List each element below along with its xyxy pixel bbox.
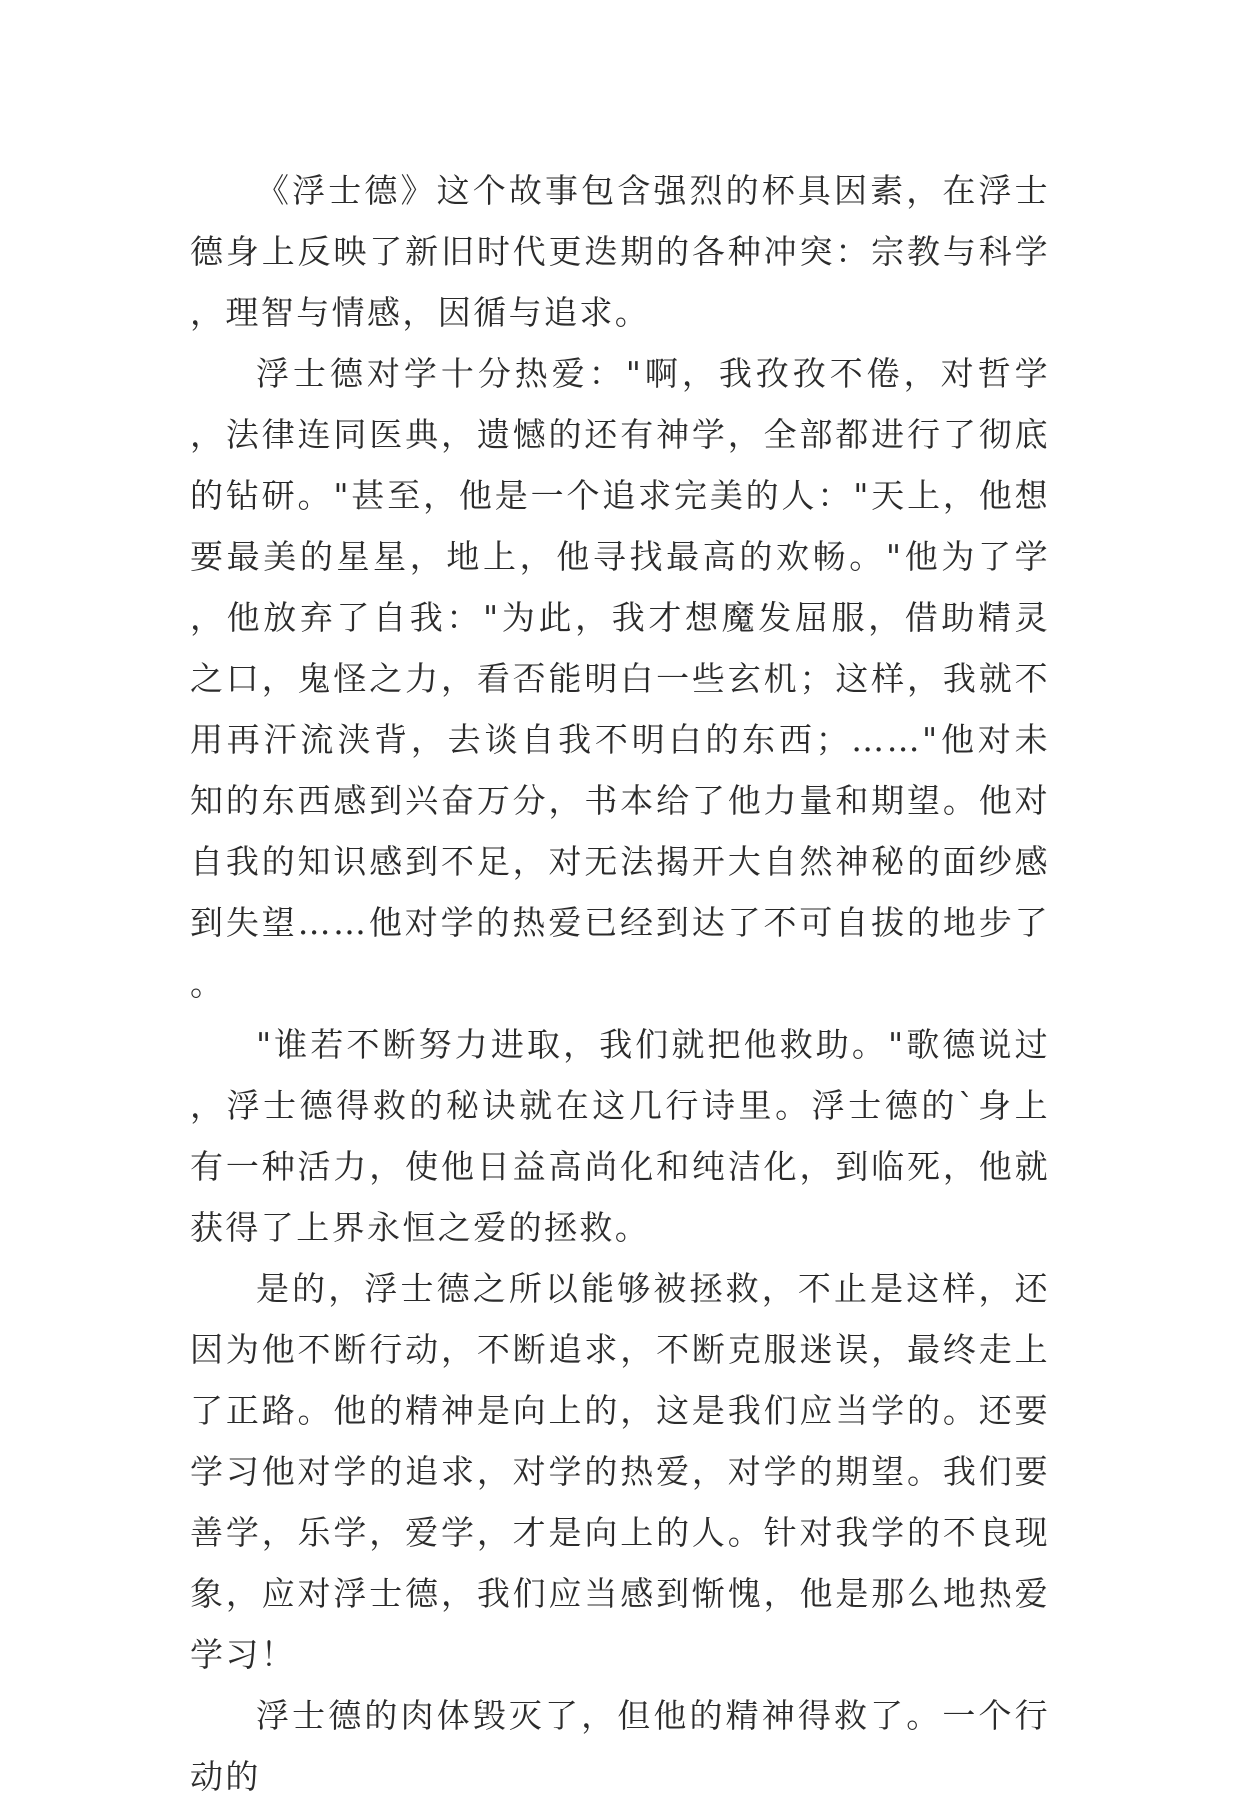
document-body [190, 160, 1050, 1807]
paragraph-4: 是的，浮士德之所以能够被拯救，不止是这样，还因为他不断行动，不断追求，不断克服迷误，最终走上了正路。他的精神是向上的，这是我们应当学的。还要学习他对学的追求，对学的热爱，对学的期望。我们要善学，乐学，爱学，才是向上的人。针对我学的不良现象，应对浮士德，我们应当感到惭愧，他是那么地热爱学习！ [190, 1269, 1050, 1674]
paragraph-3: "谁若不断努力进取，我们就把他救助。"歌德说过，浮士德得救的秘诀就在这几行诗里。浮士德的`身上有一种活力，使他日益高尚化和纯洁化，到临死，他就获得了上界永恒之爱的拯救。 [190, 1025, 1050, 1247]
paragraph-5: 浮士德的肉体毁灭了，但他的精神得救了。一个行动的 [190, 1696, 1050, 1796]
paragraph-2: 浮士德对学十分热爱："啊，我孜孜不倦，对哲学，法律连同医典，遗憾的还有神学，全部都进行了彻底的钻研。"甚至，他是一个追求完美的人："天上，他想要最美的星星，地上，他寻找最高的欢畅。"他为了学，他放弃了自我："为此，我才想魔发屈服，借助精灵之口，鬼怪之力，看否能明白一些玄机；这样，我就不用再汗流浃背，去谈自我不明白的东西；……"他对未知的东西感到兴奋万分，书本给了他力量和期望。他对自我的知识感到不足，对无法揭开大自然神秘的面纱感到失望……他对学的热爱已经到达了不可自拔的地步了。 [190, 354, 1050, 1003]
paragraph-1: 《浮士德》这个故事包含强烈的杯具因素，在浮士德身上反映了新旧时代更迭期的各种冲突：宗教与科学，理智与情感，因循与追求。 [190, 171, 1050, 332]
